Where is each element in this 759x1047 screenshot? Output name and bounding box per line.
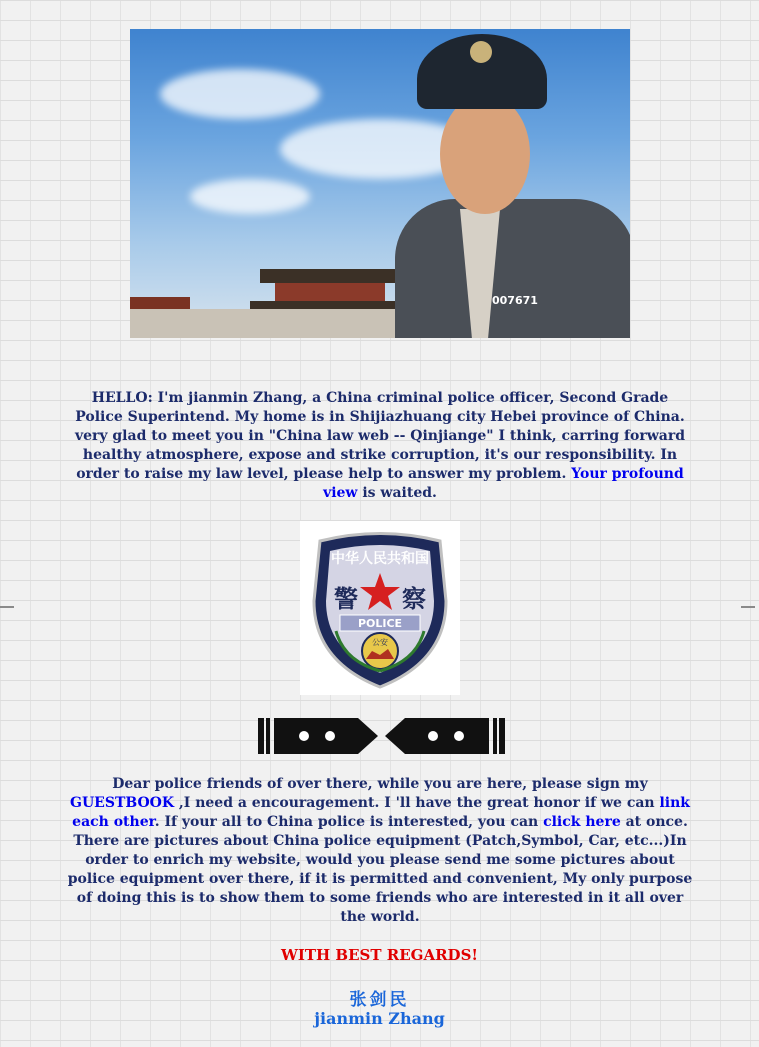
side-hall (130, 297, 190, 309)
cap-badge-icon (470, 41, 492, 63)
body-text-2: ,I need a encouragement. I 'll have the great honor if we can (174, 795, 660, 811)
body-text-1: Dear police friends of over there, while you are here, please sign my (112, 776, 648, 792)
body-text-4: at once. There are pictures about China police equipment (Patch,Symbol, Car, etc...)In order to enrich my website, would you please send me some pictures about police equipment over there, if it is permitted and convenient, My only purpose of doing this is to show them to some friends who are interested in it all over the world. (67, 814, 693, 925)
horizontal-rule-left (0, 606, 14, 608)
officer-uniform (395, 199, 630, 338)
signature-chinese: 张剑民 (349, 990, 410, 1010)
emblem-char-right: 察 (402, 585, 426, 613)
police-emblem-icon (300, 521, 460, 695)
link-each-other-link[interactable]: link each other (72, 795, 690, 830)
signature-english: jianmin Zhang (314, 1009, 445, 1028)
horizontal-rule-right (741, 606, 755, 608)
officer-photo (130, 29, 630, 338)
click-here-link[interactable]: click here (543, 814, 621, 830)
intro-tail: is waited. (357, 485, 437, 501)
palace-roof (260, 269, 400, 283)
body-paragraph (66, 775, 694, 927)
badge-number: 007671 (492, 294, 538, 307)
guestbook-link[interactable]: GUESTBOOK (70, 795, 175, 811)
emblem-ribbon-text: POLICE (357, 617, 403, 630)
police-emblem (300, 521, 460, 695)
emblem-bottom-text: 公安 (372, 638, 388, 647)
epaulet-left-icon (258, 716, 380, 756)
epaulet-right-icon (383, 716, 505, 756)
intro-text: HELLO: I'm jianmin Zhang, a China criminal police officer, Second Grade Police Superintend. My home is in Shijiazhuang city Hebei province of China. very glad to meet you in "China law web -- Qinjiange" I think, carring forward healthy atmosphere, expose and strike corruption, it's our responsibility. In order to raise my law level, please help to answer my problem. (74, 390, 686, 482)
intro-paragraph (70, 389, 690, 503)
profound-view-link[interactable]: Your profound view (323, 466, 684, 501)
best-regards: WITH BEST REGARDS! (281, 946, 478, 964)
emblem-char-left: 警 (334, 585, 358, 613)
emblem-top-text: 中华人民共和国 (331, 551, 429, 567)
officer-face (440, 94, 530, 214)
palace-terrace (130, 309, 430, 338)
cloud (160, 69, 320, 119)
cloud (190, 179, 310, 214)
body-text-3: . If your all to China police is interested, you can (154, 814, 544, 830)
palace-wall (275, 283, 385, 303)
